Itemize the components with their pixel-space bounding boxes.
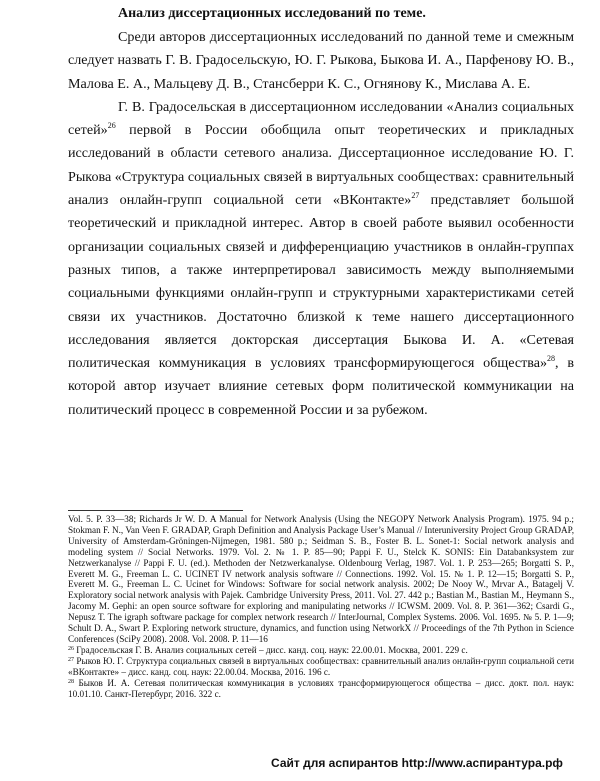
footnote-text: Рыков Ю. Г. Структура социальных связей в виртуальных сообществах: сравнительный анализ онлайн-групп социальной сети «ВКонтакте» – дисс. канд. соц. наук: 22.00.04. Москва, 2016. 196 с. [68,655,574,677]
footnote-text: Быков И. А. Сетевая политическая коммуникация в условиях трансформирующегося общества – дисс. докт. пол. наук: 10.01.10. Санкт-Петербург, 2016. 322 с. [68,677,574,699]
footnote-number: 26 [68,645,74,652]
body-text [68,26,574,422]
footnote-27 [68,656,574,678]
footnote-ref-28: 28 [547,354,556,364]
footnote-26 [68,645,574,656]
footnote-28 [68,678,574,700]
footnote-ref-26: 26 [107,121,116,131]
paragraph-review-text-4: , в которой автор изучает влияние сетевых форм политической коммуникации на политический процесс в современной России и за рубежом. [68,355,574,418]
paragraph-review-text-1: Г. В. Градосельская в диссертационном исследовании «Анализ социальных сетей» [68,98,574,139]
footnote-ref-27: 27 [411,191,420,201]
footnote-text: Градосельская Г. В. Анализ социальных сетей – дисс. канд. соц. наук: 22.00.01. Москва, 2001. 229 с. [74,644,468,655]
paragraph-review [68,96,574,422]
paragraph-review-text-2: первой в России обобщила опыт теоретических и прикладных исследований в области сетевого анализа. Диссертационное исследование Ю. Г. Рыкова «Структура социальных связей в виртуальных сообществах: сравнительный анализ онлайн-групп социальной сети «ВКонтакте» [68,122,574,209]
footnote-number: 27 [68,656,74,663]
section-heading: Анализ диссертационных исследований по теме. [118,6,426,21]
footnote-number: 28 [68,678,74,685]
footnote-continuation: Vol. 5. P. 33—38; Richards Jr W. D. A Manual for Network Analysis (Using the NEGOPY Network Analysis Program). 1975. 94 p.; Stokman F. N., Van Veen F. GRADAP, Graph Definition and Analysis Package User’s Manual // Interuniversity Project Group GRADAP, University of Amsterdam-Gröningen-Nijmegen, 1981. 580 p.; Seidman S. B., Foster B. L. Sonet-1: Social network analysis and modeling system // Social Networks. 1979. Vol. 2. № 1. P. 85—90; Pappi F. U., Stelck K. SONIS: Ein Databanksystem zur Netzwerkanalyse // Pappi F. U. (ed.). Methoden der Netzwerkanalyse. Oldenbourg Verlag, 1987. Vol. 1. P. 253—265; Borgatti S. P., Everett M. G., Freeman L. C. UCINET IV network analysis software // Connections. 1992. Vol. 15. № 1. P. 12—15; Borgatti S. P., Everett M. G., Freeman L. C. Ucinet for Windows: Software for social network analysis. 2002; De Nooy W., Mrvar A., Batagelj V. Exploratory social network analysis with Pajek. Cambridge University Press, 2011. Vol. 27. 442 p.; Bastian M., Bastian M., Heymann S., Jacomy M. Gephi: an open source software for exploring and manipulating networks // ICWSM. 2009. Vol. 8. P. 361—362; Csardi G., Nepusz T. The igraph software package for complex network research // InterJournal, Complex Systems. 2006. Vol. 1695. № 5. P. 1—9; Schult D. A., Swart P. Exploring network structure, dynamics, and function using NetworkX // Proceedings of the 7th Python in Science Conferences (SciPy 2008). 2008. Vol. 2008. P. 11—16 [68,514,574,644]
footnotes [68,514,574,699]
paragraph-authors-text: Среди авторов диссертационных исследований по данной теме и смежным следует назвать Г. В. Градосельскую, Ю. Г. Рыкова, Быкова И. А., Парфенову Ю. В., Малова Е. А., Мальцеву Д. В., Стансберри К. С., Огнянову К., Мислава А. Е. [68,29,574,92]
paragraph-authors [68,26,574,96]
paragraph-review-text-3: представляет большой теоретический и прикладной интерес. Автор в своей работе выявил особенности организации социальных связей и дифференциацию участников в онлайн-группах разных типов, а также интерпретировал зависимость между выполняемыми социальными функциями онлайн-групп и структурными характеристиками сетей связи их участников. Достаточно близкой к теме нашего диссертационного исследования является докторская диссертация Быкова И. А. «Сетевая политическая коммуникация в условиях трансформирующегося общества» [68,192,574,372]
footnote-separator [68,510,243,511]
site-watermark: Сайт для аспирантов http://www.аспирантура.рф [271,756,563,770]
